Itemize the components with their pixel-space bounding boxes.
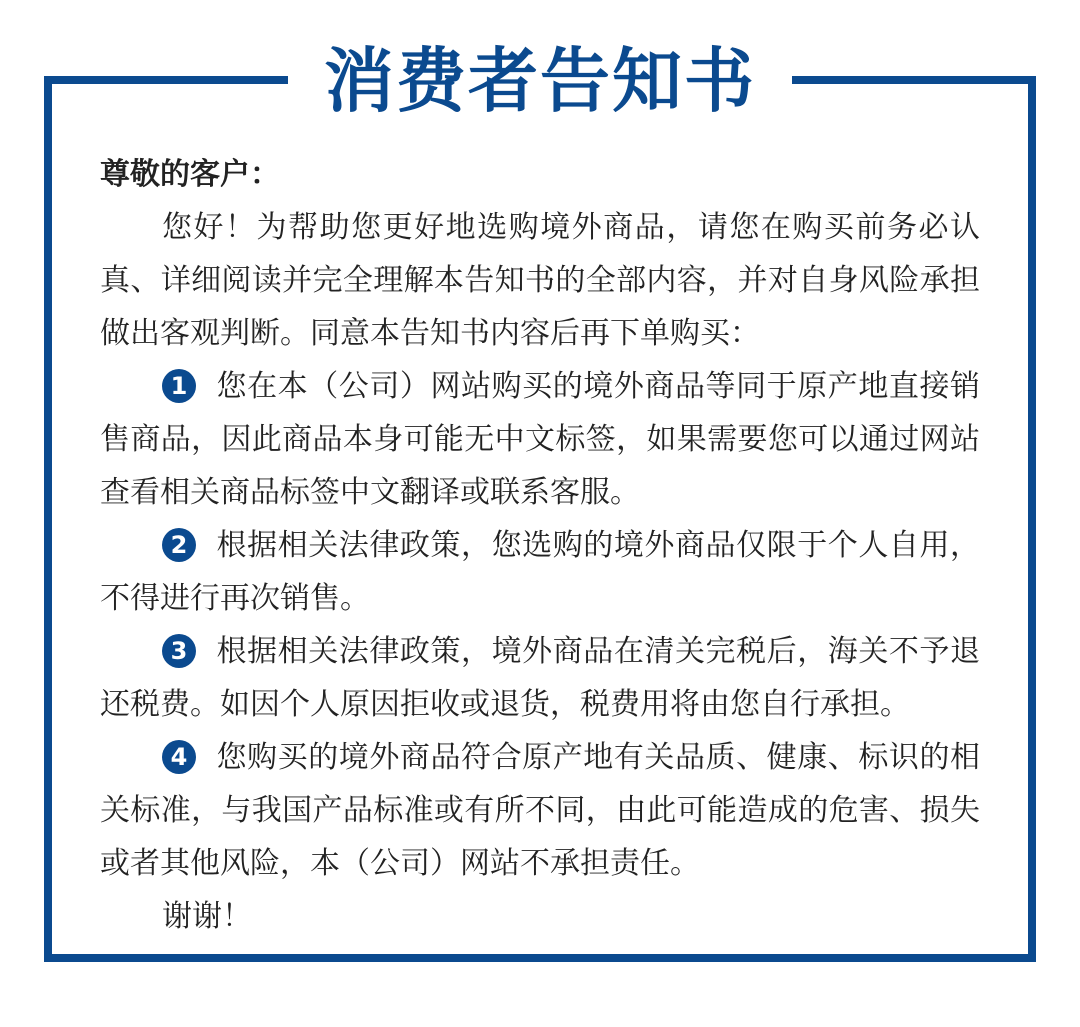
number-badge: 3 (162, 634, 196, 668)
number-badge: 1 (162, 369, 196, 403)
greeting: 尊敬的客户： (100, 157, 280, 192)
list-item-text: 您购买的境外商品符合原产地有关品质、健康、标识的相关标准，与我国产品标准或有所不同，由此可能造成的危害、损失或者其他风险，本（公司）网站不承担责任。 (100, 740, 980, 881)
list-item-text: 您在本（公司）网站购买的境外商品等同于原产地直接销售商品，因此商品本身可能无中文标签，如果需要您可以通过网站查看相关商品标签中文翻译或联系客服。 (100, 369, 980, 510)
notice-body (100, 148, 980, 943)
list-item (100, 519, 980, 625)
list-item-text: 根据相关法律政策，境外商品在清关完税后，海关不予退还税费。如因个人原因拒收或退货，税费用将由您自行承担。 (100, 634, 980, 722)
list-item-text: 根据相关法律政策，您选购的境外商品仅限于个人自用，不得进行再次销售。 (100, 528, 980, 616)
title-bar (0, 36, 1080, 126)
list-item (100, 625, 980, 731)
page-title: 消费者告知书 (288, 36, 792, 126)
intro-paragraph: 您好！为帮助您更好地选购境外商品，请您在购买前务必认真、详细阅读并完全理解本告知书的全部内容，并对自身风险承担做出客观判断。同意本告知书内容后再下单购买： (100, 210, 980, 351)
list-item (100, 731, 980, 890)
number-badge: 2 (162, 528, 196, 562)
closing-text: 谢谢！ (162, 899, 252, 934)
list-item (100, 360, 980, 519)
number-badge: 4 (162, 740, 196, 774)
